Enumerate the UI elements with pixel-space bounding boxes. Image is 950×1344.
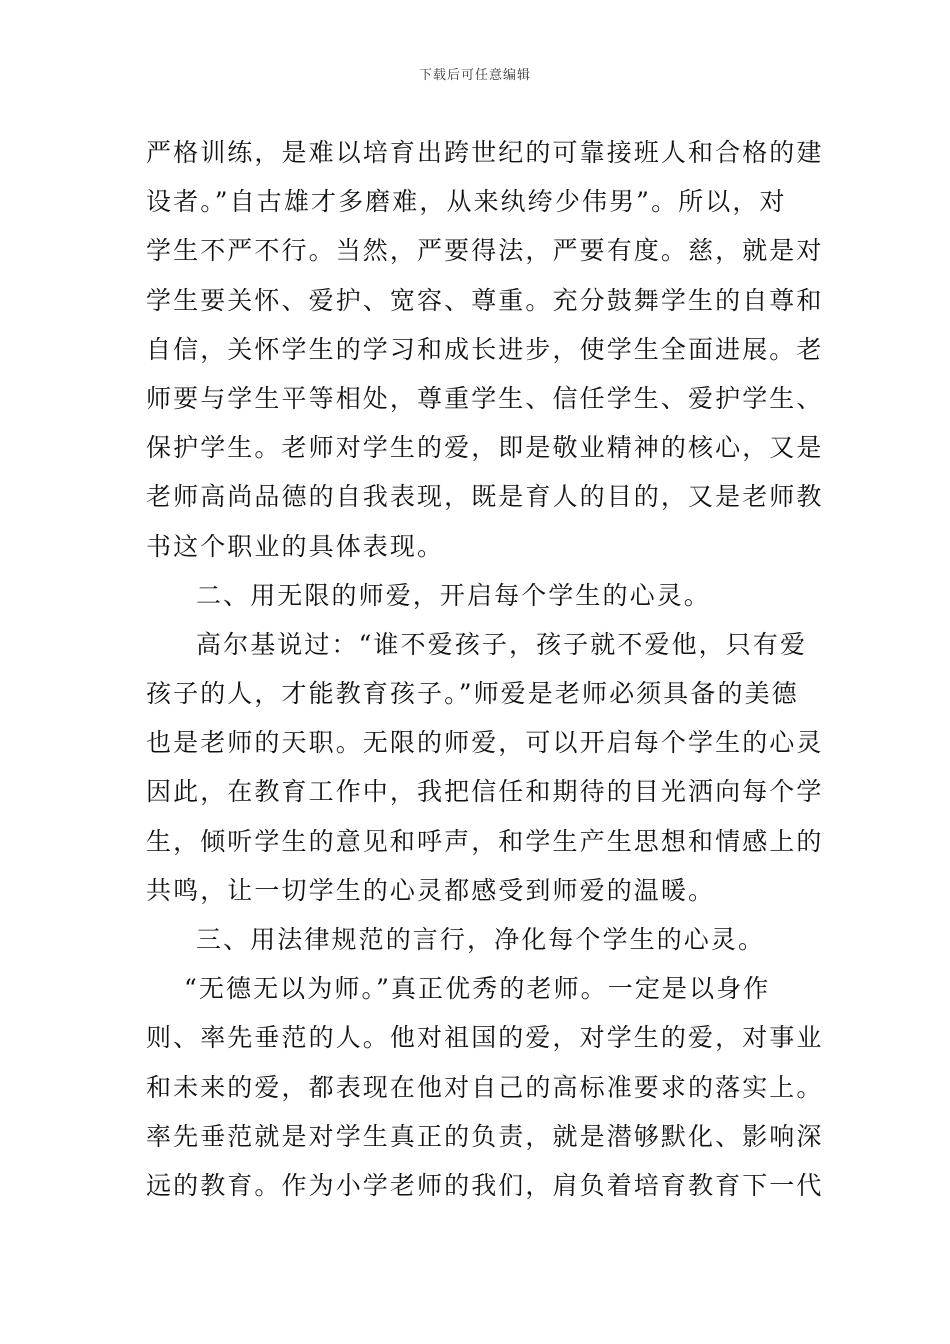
text-line: 学生要关怀、爱护、宽容、尊重。充分鼓舞学生的自尊和 bbox=[146, 285, 824, 315]
text-line: 高尔基说过：“谁不爱孩子，孩子就不爱他，只有爱 bbox=[196, 629, 808, 659]
text-line: 保护学生。老师对学生的爱，即是敬业精神的核心，又是 bbox=[146, 433, 824, 463]
text-line: 也是老师的天职。无限的师爱，可以开启每个学生的心灵 bbox=[146, 728, 824, 758]
text-line: 则、率先垂范的人。他对祖国的爱，对学生的爱，对事业 bbox=[146, 1023, 824, 1053]
text-line: 师要与学生平等相处，尊重学生、信任学生、爱护学生、 bbox=[146, 383, 824, 413]
text-line: 因此，在教育工作中，我把信任和期待的目光洒向每个学 bbox=[146, 777, 824, 807]
text-line: 共鸣，让一切学生的心灵都感受到师爱的温暖。 bbox=[146, 875, 716, 905]
section-heading-3: 三、用法律规范的言行，净化每个学生的心灵。 bbox=[196, 925, 766, 954]
text-line: 生，倾听学生的意见和呼声，和学生产生思想和情感上的 bbox=[146, 826, 824, 856]
text-line: 率先垂范就是对学生真正的负责，就是潜够默化、影响深 bbox=[146, 1121, 824, 1151]
document-body bbox=[146, 128, 824, 1210]
text-line: 书这个职业的具体表现。 bbox=[146, 531, 445, 561]
text-line: 老师高尚品德的自我表现，既是育人的目的，又是老师教 bbox=[146, 482, 824, 512]
text-line: 远的教育。作为小学老师的我们，肩负着培育教育下一代 bbox=[146, 1170, 824, 1200]
text-line: 孩子的人，才能教育孩子。”师爱是老师必须具备的美德 bbox=[146, 679, 799, 709]
text-line: 和未来的爱，都表现在他对自己的高标准要求的落实上。 bbox=[146, 1072, 824, 1102]
section-heading-2: 二、用无限的师爱，开启每个学生的心灵。 bbox=[196, 580, 711, 610]
text-line: 设者。”自古雄才多磨难，从来纨绔少伟男”。所以，对 bbox=[146, 187, 787, 217]
text-line: 自信，关怀学生的学习和成长进步，使学生全面进展。老 bbox=[146, 334, 824, 364]
text-line: 严格训练，是难以培育出跨世纪的可靠接班人和合格的建 bbox=[146, 138, 824, 167]
text-line: 学生不严不行。当然，严要得法，严要有度。慈，就是对 bbox=[146, 236, 824, 266]
text-line: “无德无以为师。”真正优秀的老师。一定是以身作 bbox=[184, 974, 771, 1004]
page-header: 下载后可任意编辑 bbox=[418, 68, 531, 83]
